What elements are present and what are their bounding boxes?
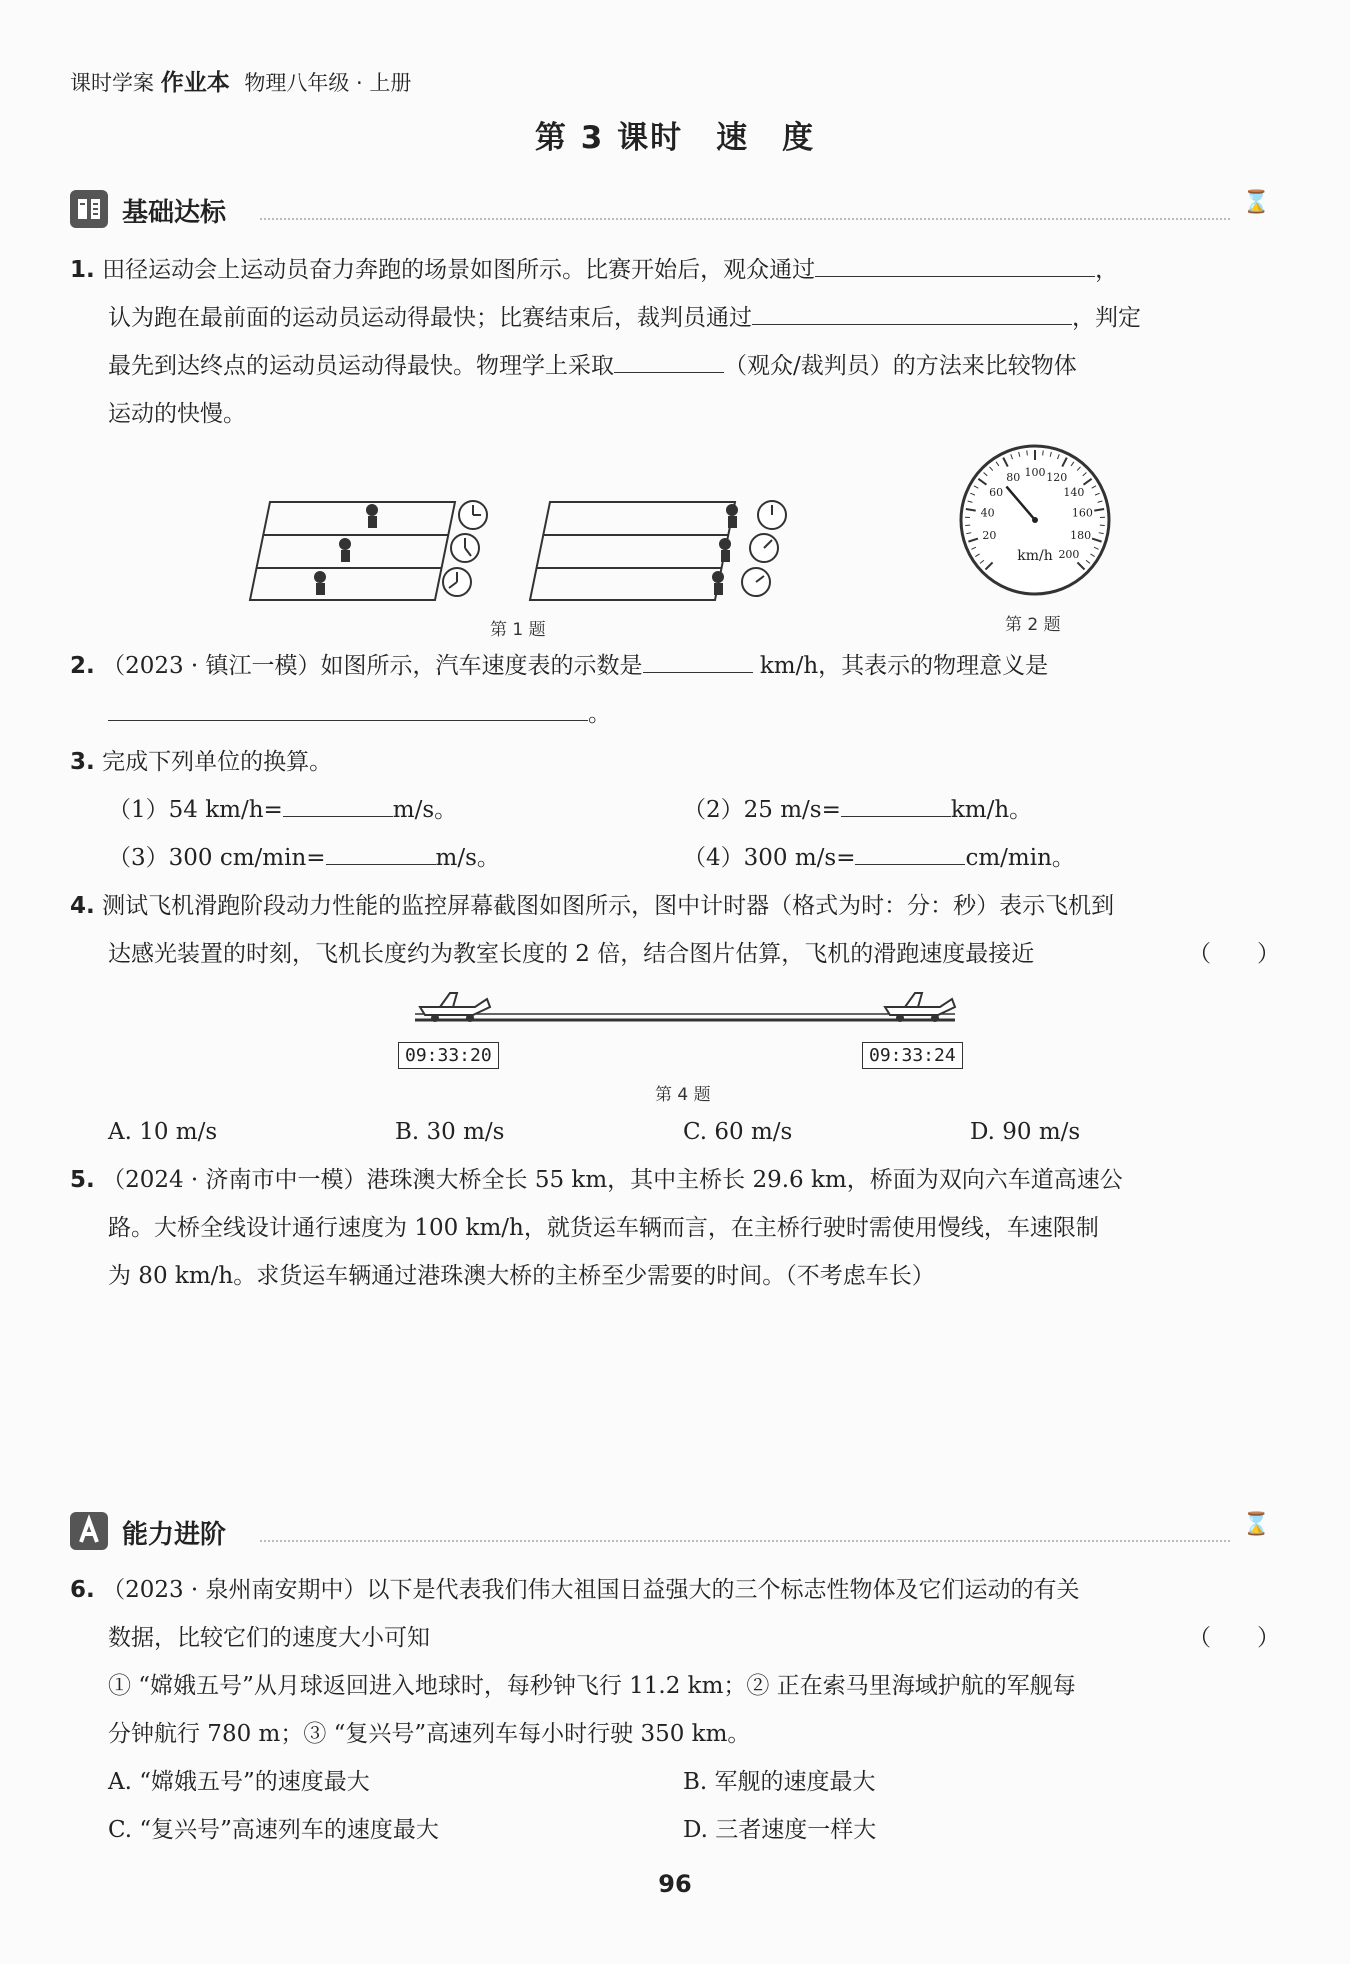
- question-text: 运动的快慢。: [108, 401, 246, 427]
- conversion-item-4: （4）300 m/s= cm/min。: [683, 834, 1075, 882]
- question-text: 。: [588, 701, 611, 727]
- question-text: ，: [1095, 257, 1119, 283]
- airplane-icon: [420, 993, 490, 1021]
- book-icon: [70, 190, 108, 228]
- timer-end: 09:33:24: [862, 1042, 963, 1069]
- question-text: 完成下列单位的换算。: [102, 749, 333, 775]
- question-number: 4.: [70, 893, 95, 919]
- section-basic: [70, 186, 1270, 232]
- hourglass-icon: ⌛: [1242, 190, 1270, 215]
- option-b[interactable]: B. 军舰的速度最大: [683, 1769, 876, 1795]
- question-4: [70, 882, 1280, 978]
- figure-1-caption: 第 1 题: [490, 620, 546, 640]
- answer-blank[interactable]: [855, 838, 965, 865]
- answer-paren[interactable]: （ ）: [1188, 941, 1280, 967]
- conversion-item-2: （2）25 m/s= km/h。: [683, 786, 1032, 834]
- figure-4-runway: [395, 985, 975, 1035]
- question-text: ，判定: [1072, 305, 1141, 331]
- answer-blank[interactable]: [326, 838, 436, 865]
- question-number: 1.: [70, 257, 95, 283]
- question-5: [70, 1156, 1280, 1300]
- speedometer-figure: [955, 440, 1115, 600]
- option-d[interactable]: D. 90 m/s: [970, 1119, 1081, 1145]
- conversion-item-1: （1）54 km/h= m/s。: [108, 786, 457, 834]
- question-text: 最先到达终点的运动员运动得最快。物理学上采取: [108, 353, 614, 379]
- speed-tick-label: 40: [980, 506, 995, 520]
- runner-icons: [314, 504, 738, 595]
- question-text: （2023 · 镇江一模）如图所示，汽车速度表的示数是: [102, 653, 643, 679]
- answer-blank[interactable]: [841, 790, 951, 817]
- answer-blank[interactable]: [815, 250, 1095, 277]
- hourglass-icon: ⌛: [1242, 1512, 1270, 1537]
- question-text: 为 80 km/h。求货运车辆通过港珠澳大桥的主桥至少需要的时间。（不考虑车长）: [108, 1263, 935, 1289]
- answer-blank[interactable]: [108, 694, 588, 721]
- answer-blank[interactable]: [643, 646, 753, 673]
- section-title-basic: 基础达标: [122, 198, 227, 228]
- figure-4-caption: 第 4 题: [655, 1085, 711, 1105]
- speed-tick-label: 100: [1024, 466, 1046, 479]
- option-b[interactable]: B. 30 m/s: [395, 1119, 505, 1145]
- question-number: 5.: [70, 1167, 95, 1193]
- conversion-item-3: （3）300 cm/min= m/s。: [108, 834, 500, 882]
- section-divider: [260, 218, 1230, 220]
- question-number: 6.: [70, 1577, 95, 1603]
- question-text: ① “嫦娥五号”从月球返回进入地球时，每秒钟飞行 11.2 km；② 正在索马里海域护航的军舰每: [108, 1673, 1076, 1699]
- question-number: 3.: [70, 749, 95, 775]
- speed-unit-label: km/h: [1017, 548, 1053, 564]
- answer-blank[interactable]: [752, 298, 1072, 325]
- option-a[interactable]: A. “嫦娥五号”的速度最大: [108, 1769, 370, 1795]
- option-c[interactable]: C. 60 m/s: [683, 1119, 793, 1145]
- letter-a-icon: [70, 1512, 108, 1550]
- question-text: （观众/裁判员）的方法来比较物体: [724, 353, 1077, 379]
- question-text: 测试飞机滑跑阶段动力性能的监控屏幕截图如图所示，图中计时器（格式为时：分：秒）表示飞机到: [102, 893, 1115, 919]
- question-text: 达感光装置的时刻，飞机长度约为教室长度的 2 倍，结合图片估算，飞机的滑跑速度最接近: [108, 941, 1035, 967]
- question-text: 田径运动会上运动员奋力奔跑的场景如图所示。比赛开始后，观众通过: [102, 257, 816, 283]
- timer-start: 09:33:20: [398, 1042, 499, 1069]
- speed-tick-label: 160: [1071, 506, 1093, 520]
- book-name: 作业本: [160, 70, 230, 96]
- question-text: （2024 · 济南市中一模）港珠澳大桥全长 55 km，其中主桥长 29.6 km，桥面为双向六车道高速公: [102, 1167, 1123, 1193]
- speed-tick-label: 80: [1006, 471, 1021, 485]
- question-text: km/h，其表示的物理意义是: [759, 653, 1049, 679]
- lesson-title: 第 3 课时 速 度: [534, 120, 816, 156]
- option-a[interactable]: A. 10 m/s: [108, 1119, 218, 1145]
- question-2: [70, 642, 1280, 738]
- question-1: [70, 246, 1280, 438]
- book-header: [70, 64, 411, 97]
- answer-blank[interactable]: [283, 790, 393, 817]
- subject-name: 物理八年级 · 上册: [244, 71, 412, 95]
- section-title-advanced: 能力进阶: [122, 1520, 227, 1550]
- option-c[interactable]: C. “复兴号”高速列车的速度最大: [108, 1817, 439, 1843]
- series-name: 课时学案: [70, 71, 154, 95]
- figure-1-running-track: [240, 490, 800, 620]
- airplane-icon: [885, 993, 955, 1021]
- answer-space[interactable]: [108, 1310, 1258, 1480]
- question-text: 认为跑在最前面的运动员运动得最快；比赛结束后，裁判员通过: [108, 305, 752, 331]
- answer-paren[interactable]: （ ）: [1188, 1625, 1280, 1651]
- speedometer-dial: [955, 440, 1115, 600]
- question-text: 分钟航行 780 m；③ “复兴号”高速列车每小时行驶 350 km。: [108, 1721, 751, 1747]
- section-advanced: [70, 1508, 1270, 1554]
- speed-tick-label: 20: [982, 528, 997, 542]
- question-6: [70, 1566, 1280, 1758]
- figure-2-caption: 第 2 题: [1005, 615, 1061, 635]
- speed-tick-label: 140: [1063, 485, 1085, 499]
- option-d[interactable]: D. 三者速度一样大: [683, 1817, 877, 1843]
- page-number: 96: [658, 1870, 692, 1898]
- speed-tick-label: 200: [1058, 547, 1080, 561]
- speed-tick-label: 120: [1046, 471, 1068, 485]
- question-text: 数据，比较它们的速度大小可知: [108, 1625, 430, 1651]
- question-text: 路。大桥全线设计通行速度为 100 km/h，就货运车辆而言，在主桥行驶时需使用慢线，车速限制: [108, 1215, 1099, 1241]
- speed-tick-label: 180: [1070, 528, 1092, 542]
- section-divider: [260, 1540, 1230, 1542]
- question-number: 2.: [70, 653, 95, 679]
- question-text: （2023 · 泉州南安期中）以下是代表我们伟大祖国日益强大的三个标志性物体及它们运动的有关: [102, 1577, 1080, 1603]
- speed-tick-label: 60: [989, 485, 1004, 499]
- question-3: [70, 738, 1280, 786]
- answer-blank[interactable]: [614, 346, 724, 373]
